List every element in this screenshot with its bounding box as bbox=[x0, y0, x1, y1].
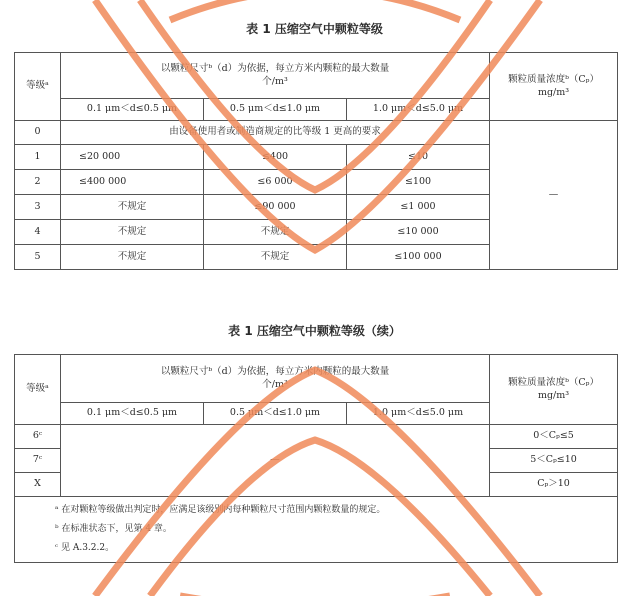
grade-cell: 1 bbox=[15, 145, 61, 170]
count-cell: ≤400 bbox=[204, 145, 347, 170]
count-cell: 不规定 bbox=[61, 220, 204, 245]
grade-cell: 0 bbox=[15, 121, 61, 145]
count-cell: 不规定 bbox=[204, 245, 347, 270]
count-cell: ≤90 000 bbox=[204, 195, 347, 220]
grade-cell: 4 bbox=[15, 220, 61, 245]
mass-cell: 5＜Cₚ≤10 bbox=[490, 449, 618, 473]
mass-header-unit: mg/m³ bbox=[537, 389, 570, 401]
mass-cell: Cₚ＞10 bbox=[490, 473, 618, 497]
range-header-1: 0.1 μm＜d≤0.5 μm bbox=[61, 99, 204, 121]
count-header-unit: 个/m³ bbox=[262, 378, 288, 390]
count-cell: ≤100 bbox=[347, 170, 490, 195]
table-row bbox=[15, 121, 618, 145]
mass-value-cell: — bbox=[490, 121, 618, 270]
count-header-unit: 个/m³ bbox=[262, 75, 288, 87]
range-header-2: 0.5 μm＜d≤1.0 μm bbox=[204, 403, 347, 425]
mass-header-label: 颗粒质量浓度ᵇ（Cₚ） bbox=[508, 73, 599, 85]
table1-title: 表 1 压缩空气中颗粒等级 bbox=[246, 22, 383, 36]
count-cell: 不规定 bbox=[204, 220, 347, 245]
grade-cell: 5 bbox=[15, 245, 61, 270]
count-value-cell: — bbox=[61, 425, 490, 497]
mass-header-unit: mg/m³ bbox=[537, 86, 570, 98]
count-cell: ≤6 000 bbox=[204, 170, 347, 195]
range-header-2: 0.5 μm＜d≤1.0 μm bbox=[204, 99, 347, 121]
count-cell: 不规定 bbox=[61, 245, 204, 270]
grade-cell: 2 bbox=[15, 170, 61, 195]
footnote-b: ᵇ 在标准状态下，见第 4 章。 bbox=[55, 523, 172, 534]
particle-grade-table-continued bbox=[14, 354, 618, 563]
grade0-requirement: 由设备使用者或制造商规定的比等级 1 更高的要求 bbox=[61, 121, 490, 145]
count-cell: ≤20 000 bbox=[61, 145, 204, 170]
mass-cell: 0＜Cₚ≤5 bbox=[490, 425, 618, 449]
count-cell: ≤10 bbox=[347, 145, 490, 170]
count-cell: ≤100 000 bbox=[347, 245, 490, 270]
range-header-1: 0.1 μm＜d≤0.5 μm bbox=[61, 403, 204, 425]
count-cell: 不规定 bbox=[61, 195, 204, 220]
particle-grade-table bbox=[14, 52, 618, 270]
count-header bbox=[61, 355, 490, 403]
grade-cell: 6ᶜ bbox=[15, 425, 61, 449]
range-header-3: 1.0 μm＜d≤5.0 μm bbox=[347, 403, 490, 425]
mass-header bbox=[490, 355, 618, 425]
grade-cell: X bbox=[15, 473, 61, 497]
mass-header bbox=[490, 53, 618, 121]
table-footnotes bbox=[15, 497, 618, 563]
table2-title: 表 1 压缩空气中颗粒等级（续） bbox=[228, 324, 401, 338]
count-header-label: 以颗粒尺寸ᵇ（d）为依据，每立方米内颗粒的最大数量 bbox=[160, 365, 390, 377]
footnote-a: ᵃ 在对颗粒等级做出判定时，应满足该级别内每种颗粒尺寸范围内颗粒数量的规定。 bbox=[55, 505, 386, 515]
count-header-label: 以颗粒尺寸ᵇ（d）为依据，每立方米内颗粒的最大数量 bbox=[160, 62, 390, 74]
count-cell: ≤400 000 bbox=[61, 170, 204, 195]
grade-cell: 7ᶜ bbox=[15, 449, 61, 473]
grade-header: 等级ᵃ bbox=[15, 53, 61, 121]
footnote-c: ᶜ 见 A.3.2.2。 bbox=[55, 542, 115, 553]
mass-header-label: 颗粒质量浓度ᵇ（Cₚ） bbox=[508, 376, 599, 388]
table-row bbox=[15, 425, 618, 449]
range-header-3: 1.0 μm＜d≤5.0 μm bbox=[347, 99, 490, 121]
count-header bbox=[61, 53, 490, 99]
grade-cell: 3 bbox=[15, 195, 61, 220]
grade-header: 等级ᵃ bbox=[15, 355, 61, 425]
count-cell: ≤1 000 bbox=[347, 195, 490, 220]
count-cell: ≤10 000 bbox=[347, 220, 490, 245]
